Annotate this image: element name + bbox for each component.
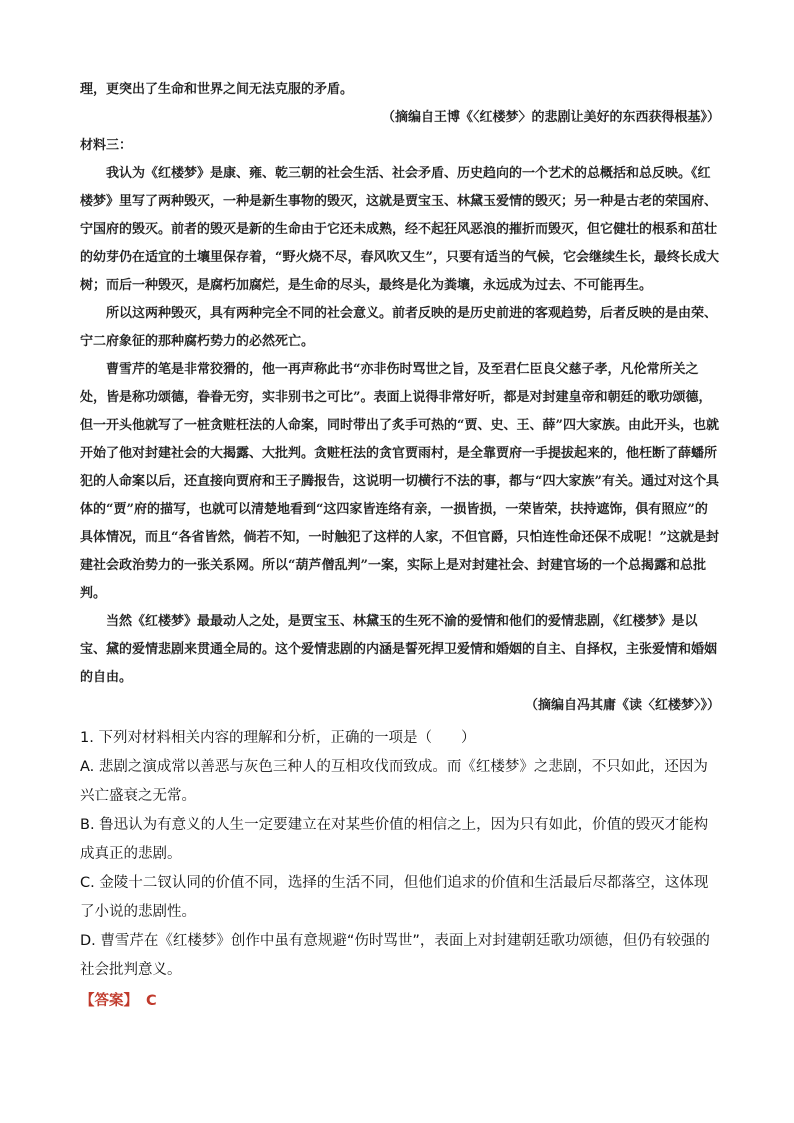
option-c: C. 金陵十二钗认同的价值不同，选择的生活不同，但他们追求的价值和生活最后尽都落空，这体现了小说的悲剧性。 — [80, 875, 709, 920]
answer-value: C — [146, 993, 157, 1009]
question-block — [80, 724, 720, 985]
question-stem: 1. 下列对材料相关内容的理解和分析，正确的一项是（ ） — [80, 730, 476, 746]
material-3-heading: 材料三： — [80, 138, 133, 153]
material-paragraph: 曹雪芹的笔是非常狡猾的，他一再声称此书“亦非伤时骂世之旨，及至君仁臣良父慈子孝，凡伦常所关之处，皆是称功颂德，眷眷无穷，实非别书之可比”。表面上说得非常好听，都是对封建皇帝和朝廷的歌功颂德，但一开头他就写了一桩贪赃枉法的人命案，同时带出了炙手可热的“贾、史、王、薛”四大家族。由此开头，也就开始了他对封建社会的大揭露、大批判。贪赃枉法的贪官贾雨村，是全靠贾府一手提拔起来的，他枉断了薛蟠所犯的人命案以后，还直接向贾府和王子腾报告，这说明一切横行不法的事，都与“四大家族”有关。通过对这个具体的“贾”府的描写，也就可以清楚地看到“这四家皆连络有亲，一损皆损，一荣皆荣，扶持遮饰，俱有照应”的具体情况，而且“各省皆然，倘若不知，一时触犯了这样的人家，不但官爵，只怕连性命还保不成呢！”这就是封建社会政治势力的一张关系网。所以“葫芦僧乱判”一案，实际上是对封建社会、封建官场的一个总揭露和总批判。 — [80, 362, 719, 601]
document-page — [80, 76, 720, 1016]
answer-line — [80, 987, 720, 1016]
material-paragraph: 我认为《红楼梦》是康、雍、乾三朝的社会生活、社会矛盾、历史趋向的一个艺术的总概括和总反映。《红楼梦》里写了两种毁灭，一种是新生事物的毁灭，这就是贾宝玉、林黛玉爱情的毁灭；另一种是古老的荣国府、宁国府的毁灭。前者的毁灭是新的生命由于它还未成熟，经不起狂风恶浪的摧折而毁灭，但它健壮的根系和茁壮的幼芽仍在适宜的土壤里保存着，“野火烧不尽，春风吹又生”，只要有适当的气候，它会继续生长，最终长成大树；而后一种毁灭，是腐朽加腐烂，是生命的尽头，最终是化为粪壤，永远成为过去、不可能再生。 — [80, 166, 719, 293]
source-citation-2: （摘编自王博《〈红楼梦〉的悲剧让美好的东西获得根基》） — [381, 110, 720, 125]
option-b: B. 鲁迅认为有意义的人生一定要建立在对某些价值的相信之上，因为只有如此，价值的毁灭才能构成真正的悲剧。 — [80, 817, 709, 862]
answer-label: 【答案】 — [80, 993, 138, 1009]
material-paragraph: 所以这两种毁灭，具有两种完全不同的社会意义。前者反映的是历史前进的客观趋势，后者反映的是由荣、宁二府象征的那种腐朽势力的必然死亡。 — [80, 306, 718, 349]
material-paragraph: 当然《红楼梦》最最动人之处，是贾宝玉、林黛玉的生死不渝的爱情和他们的爱情悲剧，《红楼梦》是以宝、黛的爱情悲剧来贯通全局的。这个爱情悲剧的内涵是誓死捍卫爱情和婚姻的自主、自择权，主张爱情和婚姻的自由。 — [80, 614, 718, 685]
source-citation-3: （摘编自冯其庸《读〈红楼梦〉》） — [524, 698, 720, 713]
continued-paragraph: 理，更突出了生命和世界之间无法克服的矛盾。 — [80, 82, 354, 97]
option-a: A. 悲剧之演成常以善恶与灰色三种人的互相攻伐而致成。而《红楼梦》之悲剧，不只如此，还因为兴亡盛衰之无常。 — [80, 759, 708, 804]
material-block — [80, 76, 720, 720]
option-d: D. 曹雪芹在《红楼梦》创作中虽有意规避“伤时骂世”，表面上对封建朝廷歌功颂德，但仍有较强的社会批判意义。 — [80, 933, 710, 978]
